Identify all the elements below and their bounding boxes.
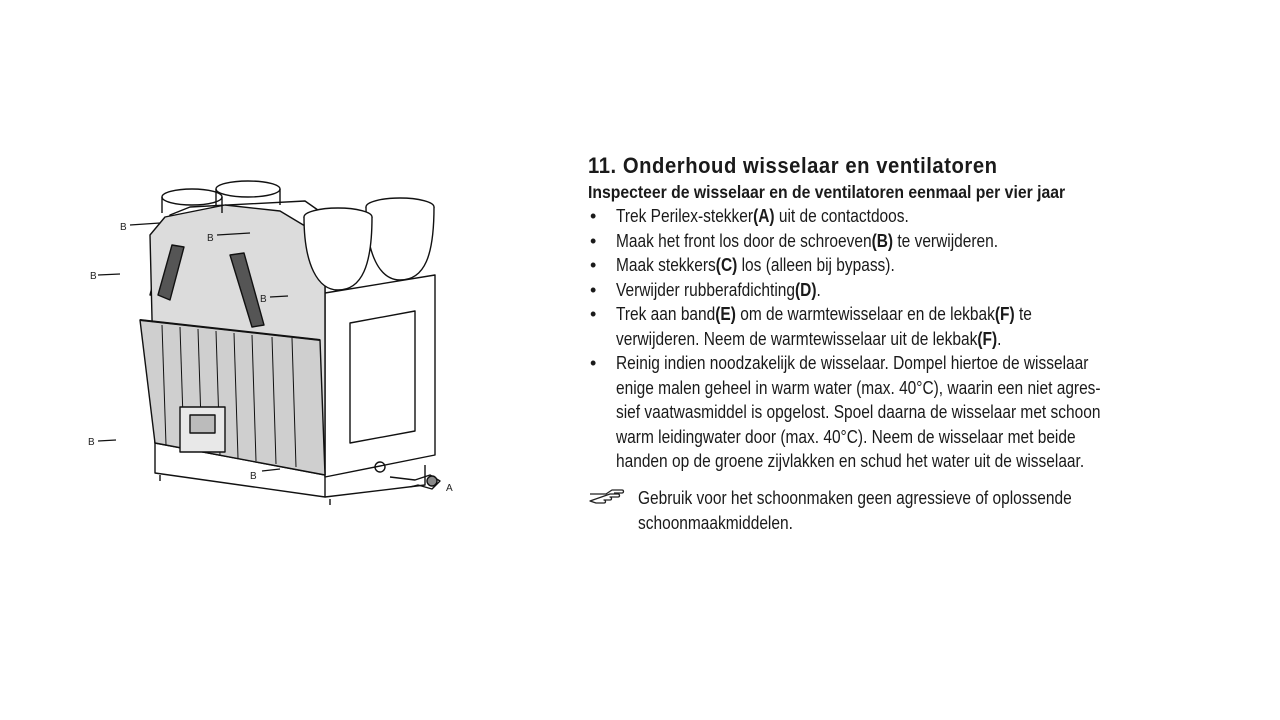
note-line: Gebruik voor het schoonmaken geen agressieve of oplossende	[638, 487, 1072, 508]
reference-letter: (F)	[994, 304, 1015, 324]
step-text: Maak het front los door de schroeven	[616, 230, 872, 251]
step-line	[616, 400, 1100, 425]
label-b-3: B	[90, 271, 97, 282]
steps-list	[588, 204, 1188, 474]
pointing-hand-icon	[588, 488, 626, 506]
note	[588, 486, 1188, 536]
reference-letter: (B)	[871, 230, 894, 251]
step-text: enige malen geheel in warm water (max. 40°C), waarin een niet agres-	[616, 377, 1101, 398]
step-text: uit de contactdoos.	[774, 206, 909, 226]
bullet: •	[590, 230, 597, 251]
label-b-4: B	[260, 294, 267, 305]
step-text: te verwijderen.	[893, 230, 999, 251]
step-line	[616, 376, 1101, 401]
step-item	[588, 351, 1188, 474]
bullet: •	[590, 279, 597, 300]
reference-letter: (A)	[753, 206, 775, 226]
step-text: warm leidingwater door (max. 40°C). Neem de wisselaar met beide	[616, 426, 1076, 447]
label-b-5: B	[88, 437, 95, 448]
step-text: .	[816, 279, 821, 300]
bullet: •	[590, 304, 597, 324]
step-line	[616, 425, 1076, 450]
reference-letter: (C)	[715, 255, 738, 275]
label-b-1: B	[120, 222, 127, 233]
step-line	[616, 278, 821, 303]
step-item	[588, 229, 1188, 254]
step-text: Maak stekkers	[616, 255, 716, 275]
step-line	[616, 229, 998, 254]
step-text: Reinig indien noodzakelijk de wisselaar. Dompel hiertoe de wisselaar	[616, 353, 1089, 373]
label-b-2: B	[207, 233, 214, 244]
step-text: verwijderen. Neem de warmtewisselaar uit de lekbak	[616, 328, 978, 349]
section-title: 11. Onderhoud wisselaar en ventilatoren	[588, 153, 998, 178]
step-line	[616, 204, 909, 229]
step-item	[588, 302, 1188, 351]
note-text	[638, 486, 1188, 536]
step-text: Trek Perilex-stekker	[616, 206, 754, 226]
reference-letter: (D)	[794, 279, 817, 300]
step-text: Trek aan band	[616, 304, 716, 324]
step-item	[588, 253, 1188, 278]
step-line	[616, 302, 1032, 327]
instructions-section	[588, 152, 1188, 536]
reference-letter: (E)	[715, 304, 736, 324]
step-line	[616, 327, 1001, 352]
step-line	[616, 253, 895, 278]
note-line: schoonmaakmiddelen.	[638, 512, 793, 533]
section-subtitle: Inspecteer de wisselaar en de ventilatoren eenmaal per vier jaar	[588, 182, 1066, 202]
bullet: •	[590, 206, 597, 226]
bullet: •	[590, 353, 597, 373]
step-text: Verwijder rubberafdichting	[616, 279, 795, 300]
bullet: •	[590, 255, 597, 275]
step-item	[588, 278, 1188, 303]
step-line	[616, 449, 1084, 474]
step-text: los (alleen bij bypass).	[737, 255, 895, 275]
step-line	[616, 351, 1088, 376]
step-text: om de warmtewisselaar en de lekbak	[735, 304, 995, 324]
step-text: handen op de groene zijvlakken en schud het water uit de wisselaar.	[616, 451, 1085, 471]
step-item	[588, 204, 1188, 229]
reference-letter: (F)	[977, 328, 998, 349]
label-a: A	[446, 483, 453, 494]
step-text: sief vaatwasmiddel is opgelost. Spoel daarna de wisselaar met schoon	[616, 402, 1101, 422]
ventilation-unit-illustration	[80, 175, 480, 520]
step-text: .	[997, 328, 1002, 349]
step-text: te	[1014, 304, 1032, 324]
label-b-6: B	[250, 471, 257, 482]
